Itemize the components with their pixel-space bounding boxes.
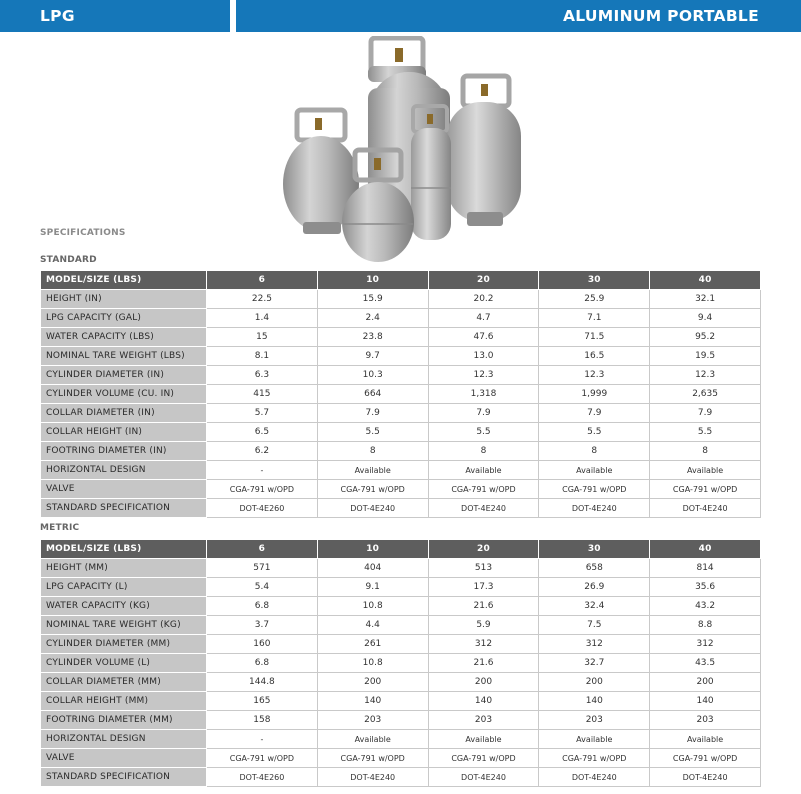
table-cell: 4.7 [428,309,539,328]
table-cell: 5.9 [428,616,539,635]
table-cell: 6.5 [207,423,318,442]
table-cell: 5.4 [207,578,318,597]
table-row [41,635,761,654]
row-label: WATER CAPACITY (KG) [41,597,207,616]
table-cell: 165 [207,692,318,711]
table-cell: 312 [428,635,539,654]
table-row [41,749,761,768]
row-label: COLLAR HEIGHT (MM) [41,692,207,711]
table-cell: 5.5 [539,423,650,442]
row-label: LPG CAPACITY (GAL) [41,309,207,328]
table-row [41,578,761,597]
table-row [41,768,761,787]
table-cell: 415 [207,385,318,404]
table-cell: 160 [207,635,318,654]
row-label: COLLAR DIAMETER (MM) [41,673,207,692]
table-cell: 140 [650,692,761,711]
table-row [41,730,761,749]
cylinders-photo [275,36,525,262]
standard-table [40,270,761,518]
header-aluminum-portable: ALUMINUM PORTABLE [236,0,801,32]
table-cell: - [207,461,318,480]
table-row [41,442,761,461]
table-cell: 12.3 [650,366,761,385]
column-header-size: 30 [539,271,650,290]
table-cell: - [207,730,318,749]
table-cell: CGA-791 w/OPD [650,480,761,499]
table-cell: 43.5 [650,654,761,673]
table-cell: 8.1 [207,347,318,366]
table-cell: 7.9 [650,404,761,423]
table-row [41,423,761,442]
table-cell: Available [317,461,428,480]
table-cell: 404 [317,559,428,578]
table-cell: 200 [650,673,761,692]
row-label: LPG CAPACITY (L) [41,578,207,597]
column-header-size: 40 [650,540,761,559]
table-row [41,290,761,309]
column-header-size: 6 [207,540,318,559]
table-cell: DOT-4E240 [650,499,761,518]
table-cell: DOT-4E240 [428,499,539,518]
section-standard: STANDARD [40,255,97,265]
table-cell: 203 [539,711,650,730]
table-row [41,461,761,480]
table-cell: CGA-791 w/OPD [539,480,650,499]
table-cell: 2.4 [317,309,428,328]
table-cell: 25.9 [539,290,650,309]
table-row [41,366,761,385]
row-label: VALVE [41,480,207,499]
table-cell: 200 [539,673,650,692]
row-label: STANDARD SPECIFICATION [41,768,207,787]
table-cell: 140 [539,692,650,711]
table-cell: DOT-4E260 [207,768,318,787]
column-header-size: 6 [207,271,318,290]
row-label: HORIZONTAL DESIGN [41,461,207,480]
table-cell: 3.7 [207,616,318,635]
table-cell: 15 [207,328,318,347]
row-label: NOMINAL TARE WEIGHT (KG) [41,616,207,635]
table-cell: CGA-791 w/OPD [428,480,539,499]
table-cell: 35.6 [650,578,761,597]
table-cell: 203 [428,711,539,730]
column-header-size: 10 [317,540,428,559]
table-cell: Available [650,461,761,480]
row-label: VALVE [41,749,207,768]
table-cell: Available [539,730,650,749]
table-cell: 158 [207,711,318,730]
table-cell: 7.9 [317,404,428,423]
table-cell: 9.1 [317,578,428,597]
table-cell: 1,999 [539,385,650,404]
table-cell: DOT-4E240 [317,499,428,518]
table-cell: 8.8 [650,616,761,635]
table-cell: CGA-791 w/OPD [207,480,318,499]
table-row [41,616,761,635]
table-cell: CGA-791 w/OPD [207,749,318,768]
table-cell: CGA-791 w/OPD [539,749,650,768]
table-cell: 200 [428,673,539,692]
table-cell: 8 [539,442,650,461]
column-header-size: 10 [317,271,428,290]
table-cell: 5.5 [650,423,761,442]
table-cell: 9.4 [650,309,761,328]
table-cell: 17.3 [428,578,539,597]
table-row [41,385,761,404]
table-cell: 664 [317,385,428,404]
table-cell: 21.6 [428,597,539,616]
table-cell: Available [428,730,539,749]
table-row [41,404,761,423]
table-cell: DOT-4E240 [650,768,761,787]
table-cell: CGA-791 w/OPD [317,480,428,499]
metric-table [40,539,761,787]
table-row [41,480,761,499]
table-cell: 5.5 [317,423,428,442]
row-label: FOOTRING DIAMETER (IN) [41,442,207,461]
table-cell: 140 [317,692,428,711]
table-cell: 7.5 [539,616,650,635]
table-cell: 5.7 [207,404,318,423]
table-cell: 95.2 [650,328,761,347]
table-header-row [41,271,761,290]
table-cell: DOT-4E240 [428,768,539,787]
column-header-size: 40 [650,271,761,290]
table-cell: 19.5 [650,347,761,366]
table-cell: 16.5 [539,347,650,366]
table-cell: 26.9 [539,578,650,597]
table-cell: 10.8 [317,597,428,616]
table-cell: 8 [317,442,428,461]
row-label: NOMINAL TARE WEIGHT (LBS) [41,347,207,366]
row-label: HORIZONTAL DESIGN [41,730,207,749]
table-cell: 32.4 [539,597,650,616]
table-cell: 6.3 [207,366,318,385]
table-cell: 140 [428,692,539,711]
table-cell: 814 [650,559,761,578]
table-cell: 32.7 [539,654,650,673]
table-cell: 513 [428,559,539,578]
table-cell: 6.8 [207,597,318,616]
table-cell: CGA-791 w/OPD [317,749,428,768]
table-cell: 8 [428,442,539,461]
row-label: CYLINDER DIAMETER (IN) [41,366,207,385]
table-row [41,597,761,616]
table-row [41,309,761,328]
table-cell: 658 [539,559,650,578]
row-label: FOOTRING DIAMETER (MM) [41,711,207,730]
table-cell: 10.3 [317,366,428,385]
table-cell: 4.4 [317,616,428,635]
table-cell: 20.2 [428,290,539,309]
table-cell: 22.5 [207,290,318,309]
table-row [41,711,761,730]
row-label: CYLINDER DIAMETER (MM) [41,635,207,654]
column-header-size: 20 [428,540,539,559]
table-cell: 144.8 [207,673,318,692]
table-cell: 12.3 [428,366,539,385]
table-cell: 261 [317,635,428,654]
row-label: COLLAR DIAMETER (IN) [41,404,207,423]
table-cell: DOT-4E260 [207,499,318,518]
row-label: CYLINDER VOLUME (L) [41,654,207,673]
table-cell: 203 [317,711,428,730]
header-lpg: LPG [0,0,230,32]
table-cell: 12.3 [539,366,650,385]
row-label: CYLINDER VOLUME (CU. IN) [41,385,207,404]
table-cell: DOT-4E240 [539,499,650,518]
table-row [41,654,761,673]
table-cell: 21.6 [428,654,539,673]
table-cell: Available [317,730,428,749]
table-cell: 13.0 [428,347,539,366]
table-cell: DOT-4E240 [317,768,428,787]
section-metric: METRIC [40,523,80,533]
table-cell: 6.8 [207,654,318,673]
row-label: STANDARD SPECIFICATION [41,499,207,518]
table-cell: Available [428,461,539,480]
table-row [41,673,761,692]
column-header-model: MODEL/SIZE (LBS) [41,540,207,559]
table-row [41,347,761,366]
table-cell: 1,318 [428,385,539,404]
row-label: WATER CAPACITY (LBS) [41,328,207,347]
table-cell: CGA-791 w/OPD [650,749,761,768]
table-cell: 47.6 [428,328,539,347]
table-cell: 7.9 [539,404,650,423]
table-cell: 6.2 [207,442,318,461]
table-cell: 23.8 [317,328,428,347]
section-specifications: SPECIFICATIONS [40,228,126,238]
table-row [41,328,761,347]
column-header-model: MODEL/SIZE (LBS) [41,271,207,290]
table-cell: Available [539,461,650,480]
table-cell: 43.2 [650,597,761,616]
table-cell: 32.1 [650,290,761,309]
table-cell: 15.9 [317,290,428,309]
column-header-size: 30 [539,540,650,559]
cylinder-30 [447,76,521,226]
table-cell: 7.1 [539,309,650,328]
table-cell: 10.8 [317,654,428,673]
cylinder-10 [342,150,414,262]
table-cell: Available [650,730,761,749]
table-cell: 8 [650,442,761,461]
column-header-size: 20 [428,271,539,290]
table-cell: 203 [650,711,761,730]
table-cell: 9.7 [317,347,428,366]
row-label: COLLAR HEIGHT (IN) [41,423,207,442]
table-header-row [41,540,761,559]
table-cell: 2,635 [650,385,761,404]
table-cell: 71.5 [539,328,650,347]
table-cell: 7.9 [428,404,539,423]
table-cell: 312 [650,635,761,654]
table-row [41,499,761,518]
row-label: HEIGHT (MM) [41,559,207,578]
table-cell: 200 [317,673,428,692]
table-row [41,692,761,711]
table-cell: 5.5 [428,423,539,442]
table-cell: DOT-4E240 [539,768,650,787]
row-label: HEIGHT (IN) [41,290,207,309]
table-cell: CGA-791 w/OPD [428,749,539,768]
table-cell: 312 [539,635,650,654]
table-cell: 571 [207,559,318,578]
table-cell: 1.4 [207,309,318,328]
table-row [41,559,761,578]
